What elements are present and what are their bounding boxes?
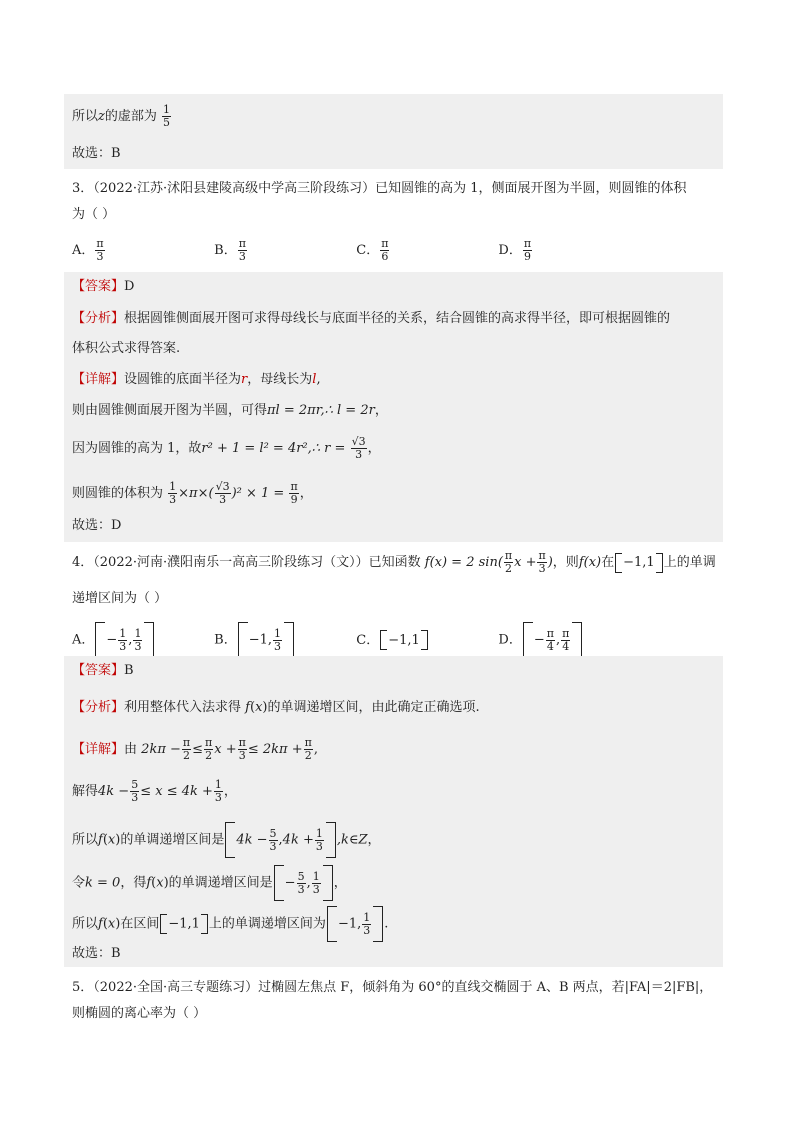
- prev-answer: 故选：B: [72, 146, 121, 161]
- prev-line: 所以z的虚部为 $\frac{1}{5}$: [72, 103, 171, 129]
- q4-detail-line4: 令k = 0，得f(x)的单调递增区间是 − $\frac{5}{3}$ , $\frac{1}{3}$ ，: [72, 865, 347, 901]
- q3-detail-line3: 因为圆锥的高为 1，故r² + 1 = l² = 4r²,∴ r = $\frac{√3}{3}$ ，: [72, 435, 381, 461]
- q4-stem-line2: 递增区间为（ ）: [72, 591, 168, 606]
- q4-options: [72, 622, 636, 658]
- q3-detail-line2: 则由圆锥侧面展开图为半圆，可得πl = 2πr,∴ l = 2r，: [72, 403, 388, 418]
- q3-stem-line2: 为（ ）: [72, 207, 116, 222]
- q4-detail-line5: 所以f(x)在区间 −1,1 上的单调递增区间为 −1, $\frac{1}{3}$ .: [72, 906, 388, 942]
- q4-option-d: D． − $\frac{\pi}{4}$ , $\frac{\pi}{4}$: [498, 622, 636, 658]
- q4-final-answer: 故选：B: [72, 946, 121, 961]
- q5-stem-line2: 则椭圆的离心率为（ ）: [72, 1006, 207, 1021]
- q3-detail-line1: 【详解】设圆锥的底面半径为r，母线长为l,: [72, 372, 321, 387]
- q3-option-b: B． $\frac{\pi}{3}$: [214, 237, 246, 263]
- q3-analysis-line2: 体积公式求得答案.: [72, 341, 181, 356]
- q3-stem-line1: 3．（2022·江苏·沭阳县建陵高级中学高三阶段练习）已知圆锥的高为 1，侧面展开图为半圆，则圆锥的体积: [72, 181, 687, 196]
- q4-detail-line3: 所以f(x)的单调递增区间是 4k − $\frac{5}{3}$ ,4k + $\frac{1}{3}$ ,k∈Z，: [72, 822, 381, 858]
- q5-stem-line1: 5．（2022·全国·高三专题练习）过椭圆左焦点 F，倾斜角为 60°的直线交椭圆于 A、B 两点，若|FA|＝2|FB|，: [72, 980, 713, 995]
- q3-analysis-line1: 【分析】根据圆锥侧面展开图可求得母线长与底面半径的关系，结合圆锥的高求得半径，即可根据圆锥的: [72, 311, 671, 326]
- q3-options: [72, 238, 636, 263]
- q4-detail-line1: 【详解】由 2kπ − $\frac{\pi}{2}$ ≤ $\frac{\pi}{2}$ x + $\frac{\pi}{3}$ ≤ 2kπ + $\frac{\pi}{2}$ ,: [72, 736, 318, 762]
- q3-detail-line4: 则圆锥的体积为 $\frac{1}{3}$ ×π×( $\frac{√3}{3}$ )² × 1 = $\frac{\pi}{9}$ ，: [72, 480, 313, 506]
- q4-option-a: A． − $\frac{1}{3}$ , $\frac{1}{3}$: [72, 622, 210, 658]
- q4-option-b: B． −1, $\frac{1}{3}$: [214, 622, 352, 658]
- q3-answer-line: 【答案】D: [72, 279, 135, 294]
- q4-analysis-line: 【分析】利用整体代入法求得 f(x)的单调递增区间，由此确定正确选项.: [72, 700, 480, 715]
- q3-final-answer: 故选：D: [72, 518, 122, 533]
- q4-detail-line2: 解得4k − $\frac{5}{3}$ ≤ x ≤ 4k + $\frac{1}{3}$ ，: [72, 778, 237, 804]
- q4-option-c: C． −1,1: [356, 630, 494, 652]
- q3-option-d: D． $\frac{\pi}{9}$: [498, 237, 532, 263]
- q4-answer-line: 【答案】B: [72, 663, 134, 678]
- q3-option-a: A． $\frac{\pi}{3}$: [72, 237, 104, 263]
- q4-stem-line1: 4．（2022·河南·濮阳南乐一高高三阶段练习（文））已知函数 f(x) = 2 sin( $\frac{\pi}{2}$ x + $\frac{\pi}{3}$ )，则f(x)在 −1,1 上的单调: [72, 549, 716, 575]
- q3-option-c: C． $\frac{\pi}{6}$: [356, 237, 389, 263]
